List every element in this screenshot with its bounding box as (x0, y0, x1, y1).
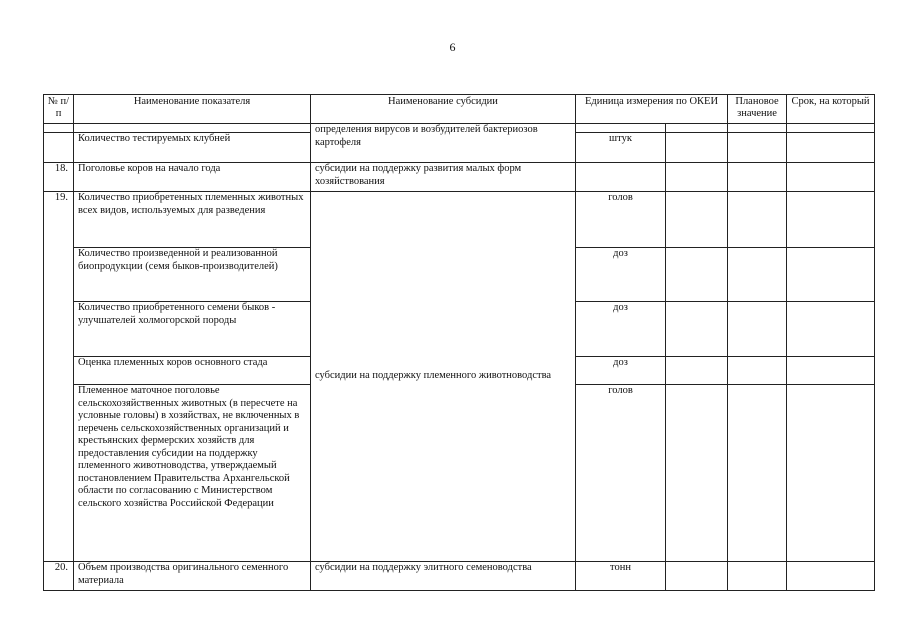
cell-unit-extra (666, 302, 728, 357)
cell-plan (728, 163, 787, 192)
cell-plan (728, 248, 787, 302)
table-row (44, 562, 875, 591)
cell-unit-extra (666, 163, 728, 192)
cell-plan (728, 124, 787, 133)
cell-plan (728, 385, 787, 562)
cell-plan (728, 357, 787, 385)
cell-plan (728, 302, 787, 357)
cell-deadline (787, 192, 875, 248)
header-num: № п/п (44, 95, 74, 124)
table-row (44, 124, 875, 133)
cell-deadline (787, 133, 875, 163)
cell-subsidy: субсидии на поддержку развития малых форм хозяйствования (311, 163, 576, 192)
cell-subsidy: субсидии на поддержку племенного животноводства (311, 192, 576, 562)
header-unit: Единица измерения по ОКЕИ (576, 95, 728, 124)
cell-unit-extra (666, 124, 728, 133)
cell-unit: штук (576, 133, 666, 163)
cell-num: 18. (44, 163, 74, 192)
header-subsidy: Наименование субсидии (311, 95, 576, 124)
header-plan: Плановое значение (728, 95, 787, 124)
table-header-row (44, 95, 875, 124)
page-number: 6 (449, 40, 456, 54)
cell-num: 19. (44, 192, 74, 562)
cell-unit: доз (576, 248, 666, 302)
cell-unit: голов (576, 385, 666, 562)
cell-indicator: Количество тестируемых клубней (74, 133, 311, 163)
cell-unit: тонн (576, 562, 666, 591)
cell-plan (728, 562, 787, 591)
cell-deadline (787, 163, 875, 192)
cell-unit-extra (666, 133, 728, 163)
table-row (44, 163, 875, 192)
cell-deadline (787, 385, 875, 562)
cell-unit (576, 163, 666, 192)
header-deadline: Срок, на который (787, 95, 875, 124)
cell-deadline (787, 302, 875, 357)
cell-plan (728, 133, 787, 163)
cell-plan (728, 192, 787, 248)
cell-indicator (74, 124, 311, 133)
cell-indicator: Оценка племенных коров основного стада (74, 357, 311, 385)
cell-unit: доз (576, 302, 666, 357)
cell-unit-extra (666, 192, 728, 248)
cell-deadline (787, 248, 875, 302)
indicators-table (43, 94, 875, 591)
cell-subsidy: субсидии на поддержку элитного семеноводства (311, 562, 576, 591)
cell-indicator: Количество приобретенного семени быков - улучшателей холмогорской породы (74, 302, 311, 357)
cell-unit (576, 124, 666, 133)
cell-deadline (787, 124, 875, 133)
header-indicator: Наименование показателя (74, 95, 311, 124)
cell-indicator: Объем производства оригинального семенного материала (74, 562, 311, 591)
cell-indicator: Поголовье коров на начало года (74, 163, 311, 192)
cell-num: 20. (44, 562, 74, 591)
cell-unit-extra (666, 357, 728, 385)
cell-deadline (787, 562, 875, 591)
cell-deadline (787, 357, 875, 385)
cell-unit: доз (576, 357, 666, 385)
cell-unit-extra (666, 385, 728, 562)
cell-num (44, 133, 74, 163)
cell-indicator: Количество приобретенных племенных животных всех видов, используемых для разведения (74, 192, 311, 248)
cell-unit: голов (576, 192, 666, 248)
cell-unit-extra (666, 562, 728, 591)
cell-unit-extra (666, 248, 728, 302)
cell-indicator: Племенное маточное поголовье сельскохозяйственных животных (в пересчете на условные головы) в хозяйствах, не включенных в перечень сельскохозяйственных организаций и крестьянских фермерских хозяйств для предоставления субсидии на поддержку племенного животноводства, утверждаемый постановлением Правительства Архангельской области по согласованию с Министерством сельского хозяйства Российской Федерации (74, 385, 311, 562)
cell-indicator: Количество произведенной и реализованной биопродукции (семя быков-производителей) (74, 248, 311, 302)
table-row (44, 192, 875, 248)
cell-num (44, 124, 74, 133)
cell-subsidy: определения вирусов и возбудителей бактериозов картофеля (311, 124, 576, 163)
